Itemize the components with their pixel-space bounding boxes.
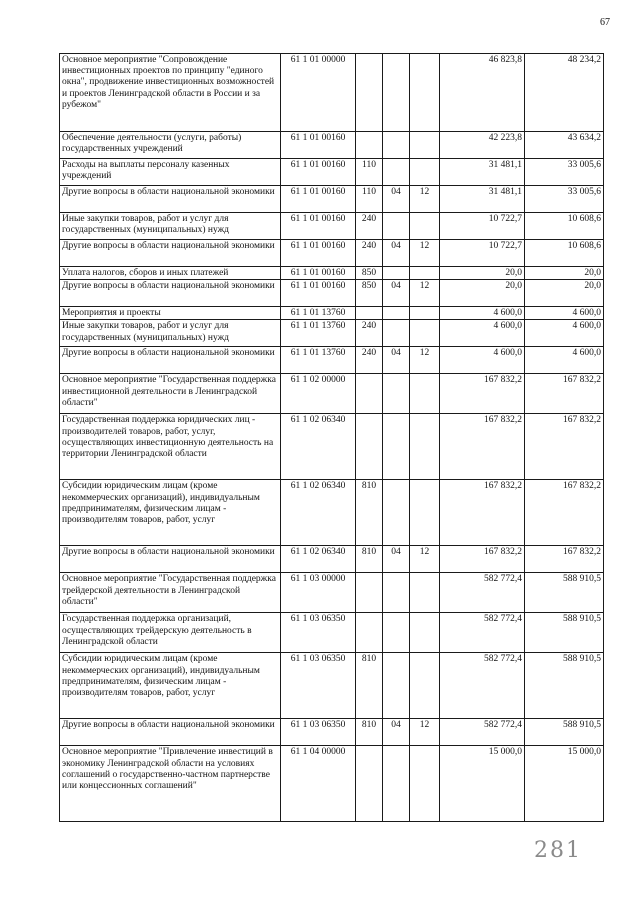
row-code: 61 1 03 06350	[281, 719, 356, 746]
row-description: Основное мероприятие "Государственная поддержка инвестиционной деятельности в Ленинградской области"	[60, 374, 281, 414]
table-row	[60, 573, 604, 613]
row-amount-year1: 31 481,1	[440, 159, 525, 186]
row-code: 61 1 02 06340	[281, 480, 356, 546]
row-section: 04	[383, 186, 410, 213]
row-expense-type: 240	[356, 347, 383, 374]
table-row	[60, 414, 604, 480]
row-code: 61 1 03 00000	[281, 573, 356, 613]
row-section	[383, 159, 410, 186]
row-subsection	[410, 54, 440, 132]
row-description: Другие вопросы в области национальной экономики	[60, 719, 281, 746]
table-row	[60, 280, 604, 307]
row-amount-year2: 167 832,2	[525, 374, 604, 414]
row-amount-year1: 167 832,2	[440, 374, 525, 414]
row-expense-type: 240	[356, 213, 383, 240]
row-amount-year2: 167 832,2	[525, 414, 604, 480]
row-expense-type: 810	[356, 719, 383, 746]
table-row	[60, 347, 604, 374]
row-section	[383, 613, 410, 653]
row-description: Расходы на выплаты персоналу казенных учреждений	[60, 159, 281, 186]
row-expense-type	[356, 132, 383, 159]
row-section	[383, 746, 410, 822]
table-row	[60, 186, 604, 213]
table-row	[60, 374, 604, 414]
row-description: Основное мероприятие "Привлечение инвестиций в экономику Ленинградской области на условиях соглашений о государственно-частном партнерстве или концессионных соглашений"	[60, 746, 281, 822]
row-amount-year1: 167 832,2	[440, 414, 525, 480]
table-row	[60, 267, 604, 280]
row-subsection: 12	[410, 186, 440, 213]
row-amount-year2: 588 910,5	[525, 653, 604, 719]
table-row	[60, 746, 604, 822]
row-amount-year2: 10 608,6	[525, 240, 604, 267]
row-amount-year2: 588 910,5	[525, 719, 604, 746]
row-code: 61 1 02 06340	[281, 546, 356, 573]
row-amount-year2: 33 005,6	[525, 186, 604, 213]
table-row	[60, 546, 604, 573]
row-subsection: 12	[410, 719, 440, 746]
row-section	[383, 480, 410, 546]
table-row	[60, 240, 604, 267]
table-row	[60, 159, 604, 186]
row-subsection: 12	[410, 280, 440, 307]
row-section	[383, 573, 410, 613]
row-code: 61 1 02 06340	[281, 414, 356, 480]
row-amount-year1: 4 600,0	[440, 347, 525, 374]
row-description: Основное мероприятие "Сопровождение инвестиционных проектов по принципу "единого окна", продвижение инвестиционных возможностей и проектов Ленинградской области в России и за рубежом"	[60, 54, 281, 132]
row-amount-year1: 42 223,8	[440, 132, 525, 159]
row-description: Иные закупки товаров, работ и услуг для государственных (муниципальных) нужд	[60, 320, 281, 347]
row-subsection	[410, 613, 440, 653]
row-subsection	[410, 746, 440, 822]
row-amount-year2: 33 005,6	[525, 159, 604, 186]
row-description: Иные закупки товаров, работ и услуг для государственных (муниципальных) нужд	[60, 213, 281, 240]
row-amount-year2: 4 600,0	[525, 320, 604, 347]
row-expense-type	[356, 414, 383, 480]
row-subsection: 12	[410, 546, 440, 573]
row-code: 61 1 01 00160	[281, 159, 356, 186]
row-description: Другие вопросы в области национальной экономики	[60, 347, 281, 374]
row-amount-year2: 588 910,5	[525, 573, 604, 613]
row-amount-year1: 582 772,4	[440, 653, 525, 719]
row-description: Другие вопросы в области национальной экономики	[60, 186, 281, 213]
row-expense-type: 110	[356, 186, 383, 213]
row-expense-type: 810	[356, 653, 383, 719]
row-description: Государственная поддержка организаций, осуществляющих трейдерскую деятельность в Ленинградской области	[60, 613, 281, 653]
row-subsection	[410, 159, 440, 186]
row-subsection	[410, 374, 440, 414]
row-expense-type	[356, 613, 383, 653]
row-subsection	[410, 653, 440, 719]
row-description: Субсидии юридическим лицам (кроме некоммерческих организаций), индивидуальным предпринимателям, физическим лицам - производителям товаров, работ, услуг	[60, 480, 281, 546]
row-amount-year1: 167 832,2	[440, 480, 525, 546]
row-description: Обеспечение деятельности (услуги, работы) государственных учреждений	[60, 132, 281, 159]
row-amount-year1: 10 722,7	[440, 240, 525, 267]
row-amount-year2: 167 832,2	[525, 546, 604, 573]
row-section	[383, 307, 410, 320]
row-expense-type: 240	[356, 240, 383, 267]
row-amount-year1: 15 000,0	[440, 746, 525, 822]
row-subsection: 12	[410, 240, 440, 267]
table-row	[60, 320, 604, 347]
row-amount-year2: 588 910,5	[525, 613, 604, 653]
row-description: Уплата налогов, сборов и иных платежей	[60, 267, 281, 280]
row-subsection	[410, 307, 440, 320]
row-amount-year1: 20,0	[440, 267, 525, 280]
row-subsection	[410, 320, 440, 347]
row-code: 61 1 01 00160	[281, 213, 356, 240]
row-expense-type	[356, 54, 383, 132]
row-code: 61 1 01 00160	[281, 280, 356, 307]
row-description: Другие вопросы в области национальной экономики	[60, 280, 281, 307]
row-amount-year2: 43 634,2	[525, 132, 604, 159]
row-description: Государственная поддержка юридических лиц - производителей товаров, работ, услуг, осуществляющих инвестиционную деятельность на территории Ленинградской области	[60, 414, 281, 480]
row-section	[383, 213, 410, 240]
row-amount-year2: 167 832,2	[525, 480, 604, 546]
row-amount-year1: 582 772,4	[440, 573, 525, 613]
table-row	[60, 213, 604, 240]
row-code: 61 1 03 06350	[281, 653, 356, 719]
row-code: 61 1 02 00000	[281, 374, 356, 414]
row-expense-type	[356, 307, 383, 320]
table-row	[60, 132, 604, 159]
row-amount-year2: 15 000,0	[525, 746, 604, 822]
row-code: 61 1 01 00160	[281, 240, 356, 267]
row-description: Другие вопросы в области национальной экономики	[60, 240, 281, 267]
row-subsection	[410, 480, 440, 546]
row-subsection	[410, 267, 440, 280]
row-code: 61 1 01 00160	[281, 186, 356, 213]
row-code: 61 1 01 00160	[281, 267, 356, 280]
row-expense-type: 240	[356, 320, 383, 347]
table-row	[60, 480, 604, 546]
row-section: 04	[383, 347, 410, 374]
row-amount-year1: 46 823,8	[440, 54, 525, 132]
row-section: 04	[383, 240, 410, 267]
row-subsection	[410, 213, 440, 240]
row-section: 04	[383, 719, 410, 746]
row-amount-year1: 10 722,7	[440, 213, 525, 240]
row-code: 61 1 04 00000	[281, 746, 356, 822]
row-amount-year1: 167 832,2	[440, 546, 525, 573]
row-section	[383, 320, 410, 347]
table-row	[60, 719, 604, 746]
row-description: Мероприятия и проекты	[60, 307, 281, 320]
table-row	[60, 307, 604, 320]
row-amount-year2: 10 608,6	[525, 213, 604, 240]
page-number: 67	[600, 17, 610, 28]
row-expense-type	[356, 374, 383, 414]
row-code: 61 1 03 06350	[281, 613, 356, 653]
row-code: 61 1 01 13760	[281, 320, 356, 347]
budget-table	[59, 53, 604, 822]
row-description: Субсидии юридическим лицам (кроме некоммерческих организаций), индивидуальным предпринимателям, физическим лицам - производителям товаров, работ, услуг	[60, 653, 281, 719]
row-section	[383, 653, 410, 719]
row-section: 04	[383, 280, 410, 307]
row-amount-year1: 20,0	[440, 280, 525, 307]
row-section	[383, 267, 410, 280]
row-section	[383, 54, 410, 132]
row-amount-year2: 4 600,0	[525, 347, 604, 374]
row-amount-year1: 582 772,4	[440, 719, 525, 746]
row-expense-type: 810	[356, 480, 383, 546]
row-amount-year1: 582 772,4	[440, 613, 525, 653]
row-description: Основное мероприятие "Государственная поддержка трейдерской деятельности в Ленинградской области"	[60, 573, 281, 613]
table-row	[60, 613, 604, 653]
page-stamp: 281	[534, 838, 582, 863]
row-expense-type	[356, 746, 383, 822]
row-description: Другие вопросы в области национальной экономики	[60, 546, 281, 573]
row-amount-year2: 4 600,0	[525, 307, 604, 320]
table-row	[60, 653, 604, 719]
table-row	[60, 54, 604, 132]
row-expense-type	[356, 573, 383, 613]
row-amount-year1: 31 481,1	[440, 186, 525, 213]
row-expense-type: 110	[356, 159, 383, 186]
row-section: 04	[383, 546, 410, 573]
row-subsection	[410, 414, 440, 480]
row-amount-year2: 20,0	[525, 267, 604, 280]
row-amount-year2: 48 234,2	[525, 54, 604, 132]
row-subsection	[410, 573, 440, 613]
row-code: 61 1 01 13760	[281, 347, 356, 374]
row-subsection	[410, 132, 440, 159]
row-section	[383, 414, 410, 480]
row-amount-year2: 20,0	[525, 280, 604, 307]
row-expense-type: 810	[356, 546, 383, 573]
row-section	[383, 132, 410, 159]
row-section	[383, 374, 410, 414]
row-code: 61 1 01 00160	[281, 132, 356, 159]
row-expense-type: 850	[356, 280, 383, 307]
row-subsection: 12	[410, 347, 440, 374]
row-code: 61 1 01 00000	[281, 54, 356, 132]
row-expense-type: 850	[356, 267, 383, 280]
row-code: 61 1 01 13760	[281, 307, 356, 320]
row-amount-year1: 4 600,0	[440, 307, 525, 320]
row-amount-year1: 4 600,0	[440, 320, 525, 347]
